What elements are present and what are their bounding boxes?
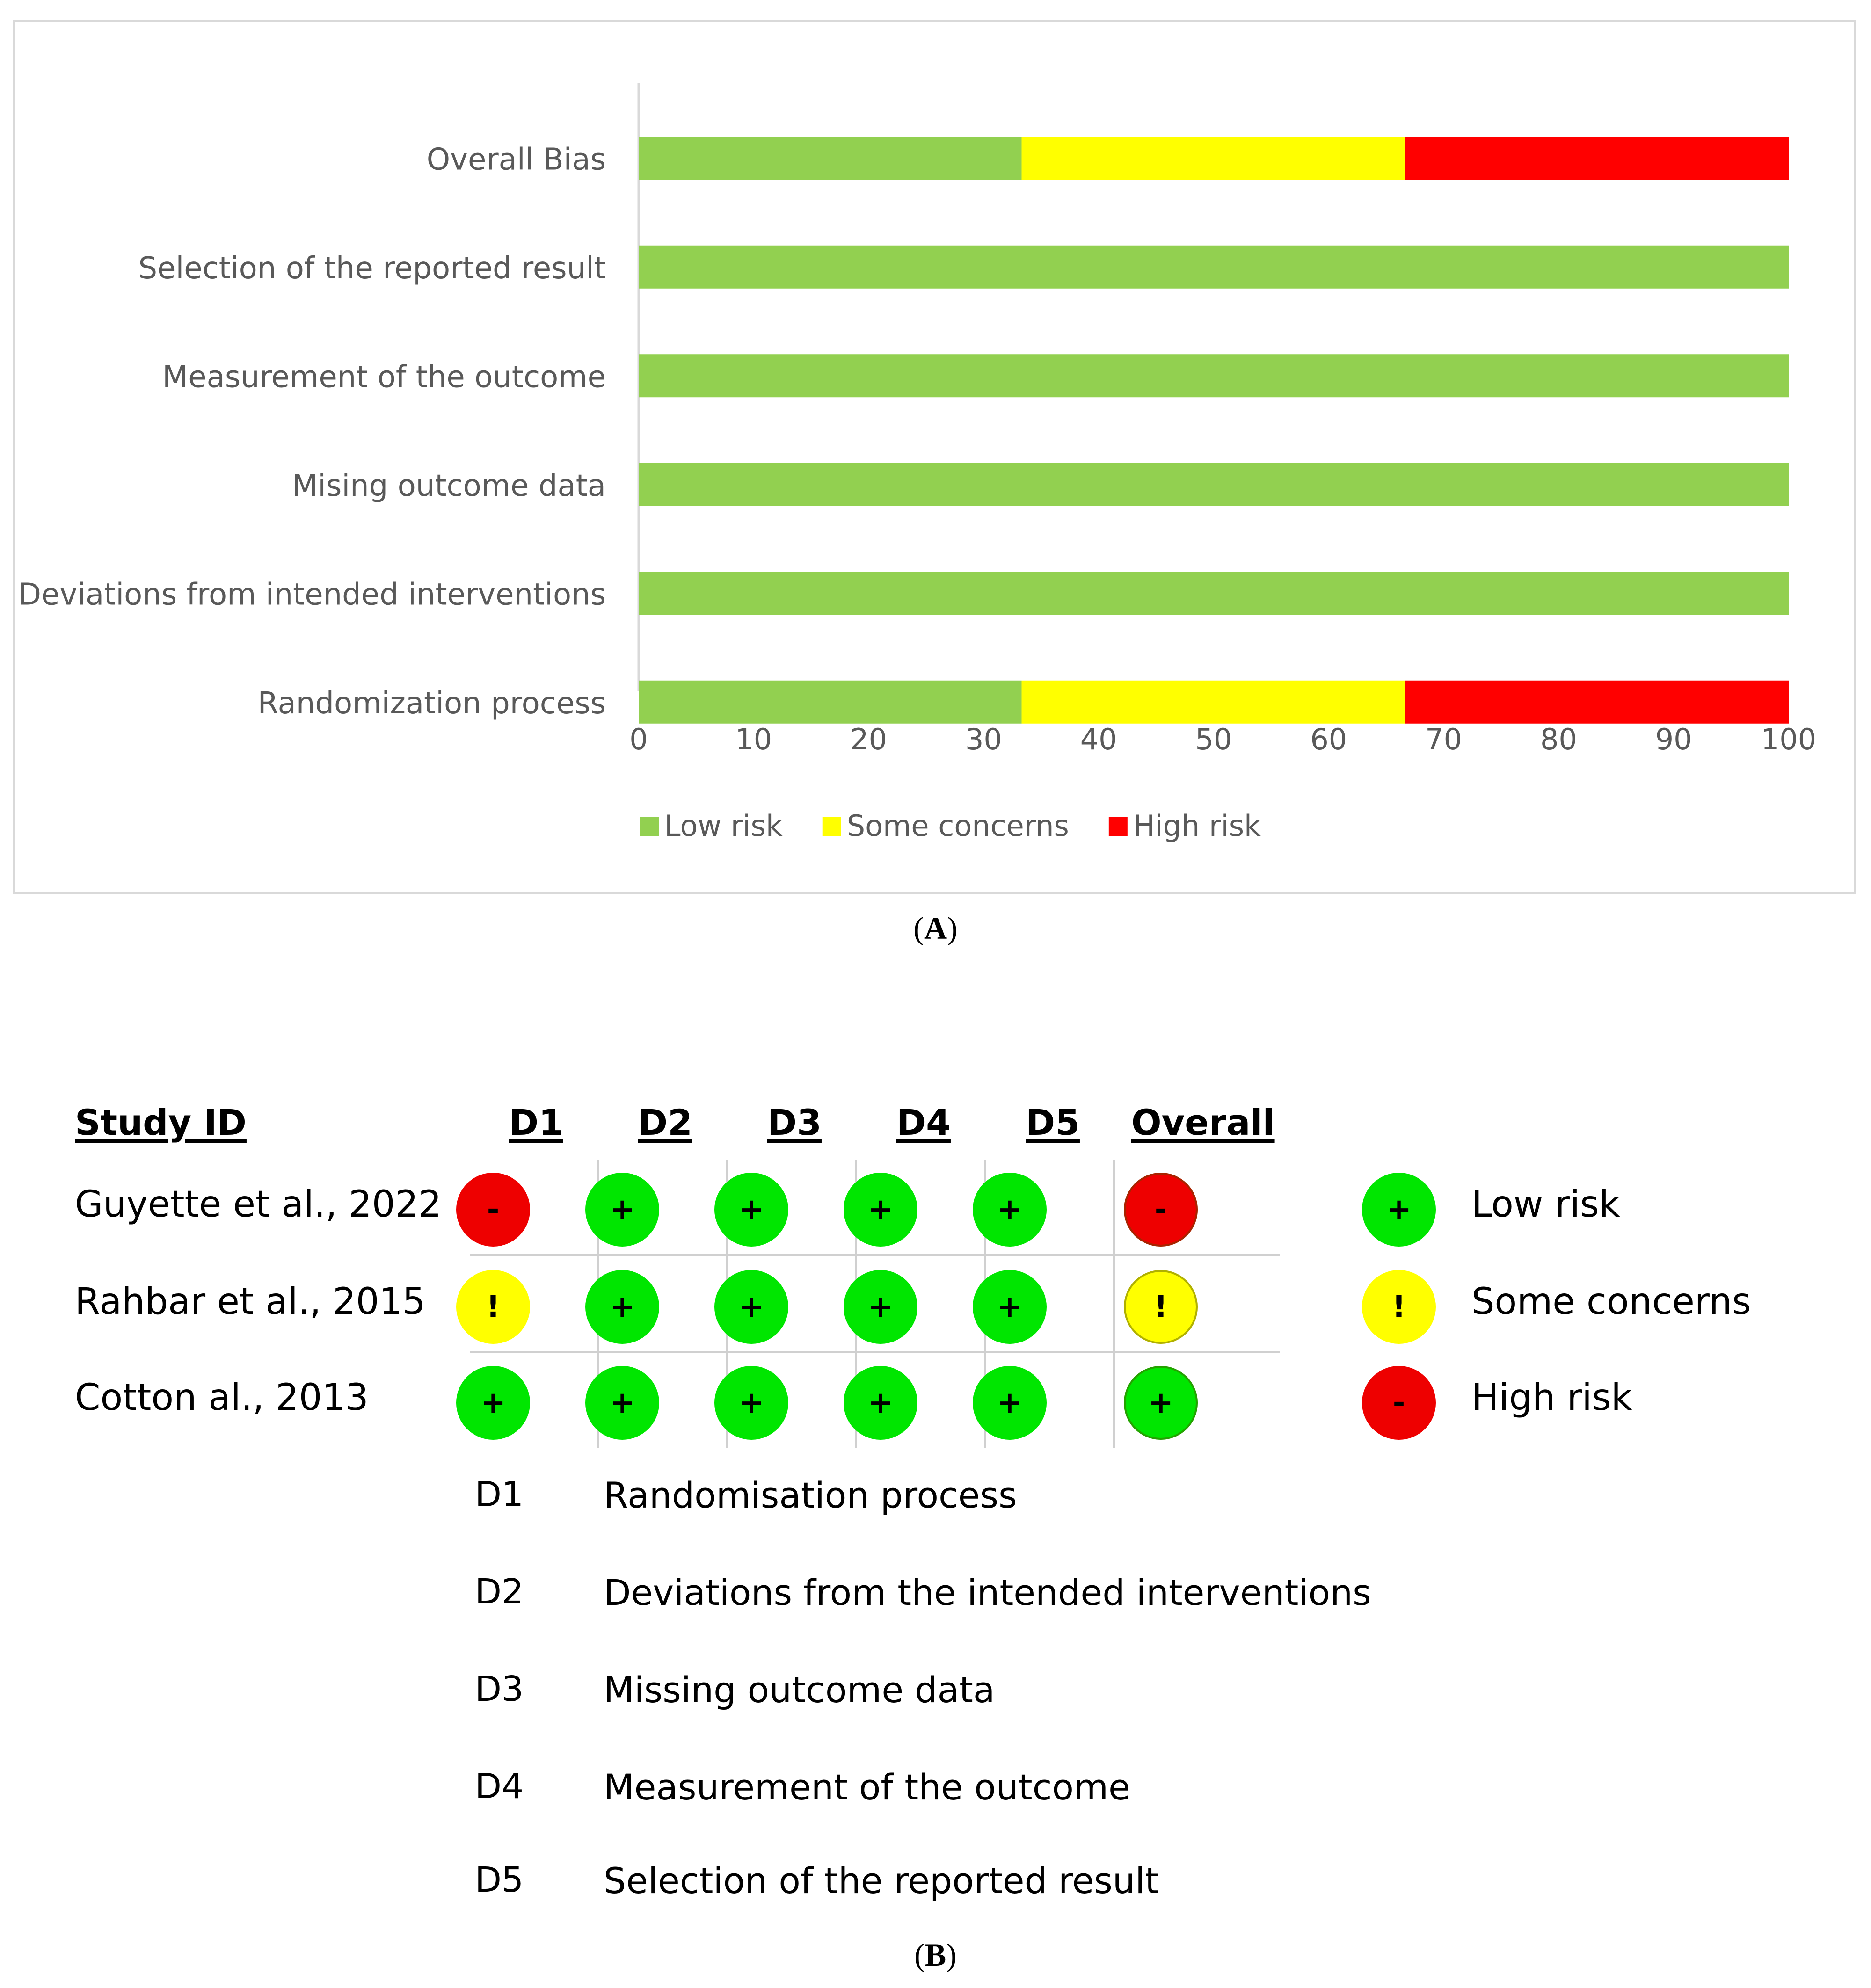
x-tick-label: 90 [1655,722,1692,756]
legend-swatch [1109,817,1128,836]
bias-summary-chart [13,20,1856,894]
panel-b-label: (B) [914,1937,957,1973]
study-row-label: Cotton al., 2013 [75,1377,369,1419]
traffic-light-plot [0,1076,1871,1918]
category-label: Measurement of the outcome [162,360,606,395]
bar-segment [1022,681,1405,724]
panel-a-label: (A) [913,910,958,946]
rating-dot: ! [456,1270,530,1344]
domain-code: D4 [475,1766,524,1807]
legend-label: High risk [1133,809,1261,843]
domain-code: D5 [475,1860,524,1900]
legend-label: Low risk [664,809,783,843]
grid-line [470,1351,1280,1353]
x-tick-label: 30 [965,722,1002,756]
domain-description: Missing outcome data [604,1669,995,1711]
rating-dot: + [844,1270,917,1344]
rating-dot: + [973,1366,1047,1440]
x-tick-label: 100 [1761,722,1817,756]
x-tick-label: 80 [1540,722,1577,756]
bar-segment [1022,137,1405,180]
bias-summary-plot [15,22,1854,892]
domain-description: Deviations from the intended interventions [604,1572,1371,1613]
bar-segment [1405,681,1789,724]
bar-segment [639,354,1789,397]
x-tick-label: 10 [735,722,772,756]
bar-segment [1405,137,1789,180]
legend-some-concerns-label: Some concerns [1471,1281,1751,1323]
rating-dot: + [585,1173,659,1247]
legend-swatch [640,817,659,836]
rating-dot: + [973,1270,1047,1344]
rating-dot: + [585,1366,659,1440]
bar-segment [639,246,1789,289]
rating-dot: - [1124,1173,1198,1247]
bar-segment [639,572,1789,615]
x-tick-label: 60 [1310,722,1347,756]
rating-dot: + [585,1270,659,1344]
domain-code: D3 [475,1669,524,1709]
legend-low-risk-label: Low risk [1471,1183,1620,1226]
category-label: Overall Bias [426,142,606,177]
bar-segment [639,463,1789,506]
study-row-label: Rahbar et al., 2015 [75,1281,426,1323]
domain-description: Measurement of the outcome [604,1766,1130,1808]
column-header-overall: Overall [1131,1102,1275,1143]
x-tick-label: 20 [850,722,888,756]
legend-low-risk-dot: + [1362,1173,1436,1247]
column-header-d2: D2 [638,1102,692,1143]
column-header-d3: D3 [767,1102,822,1143]
rating-dot: + [714,1366,788,1440]
rating-dot: + [844,1173,917,1247]
domain-code: D1 [475,1474,524,1515]
rating-dot: + [456,1366,530,1440]
legend-some-concerns-dot: ! [1362,1270,1436,1344]
domain-description: Selection of the reported result [604,1860,1159,1901]
legend-high-risk-label: High risk [1471,1377,1632,1419]
x-tick-label: 0 [629,722,648,756]
rating-dot: ! [1124,1270,1198,1344]
legend-label: Some concerns [846,809,1069,843]
rating-dot: + [714,1173,788,1247]
bar-segment [639,137,1022,180]
rating-dot: + [1124,1366,1198,1440]
legend-high-risk-dot: - [1362,1366,1436,1440]
x-tick-label: 70 [1425,722,1463,756]
rating-dot: + [714,1270,788,1344]
grid-line [470,1254,1280,1256]
domain-description: Randomisation process [604,1474,1017,1516]
rating-dot: + [844,1366,917,1440]
study-row-label: Guyette et al., 2022 [75,1183,442,1226]
category-label: Selection of the reported result [138,251,606,286]
x-tick-label: 50 [1195,722,1232,756]
study-id-header: Study ID [75,1102,247,1143]
column-header-d4: D4 [896,1102,951,1143]
domain-code: D2 [475,1572,524,1612]
bar-segment [639,681,1022,724]
grid-line [1113,1160,1115,1448]
category-label: Deviations from intended interventions [18,577,606,612]
category-label: Mising outcome data [291,468,606,503]
column-header-d5: D5 [1026,1102,1080,1143]
rating-dot: - [456,1173,530,1247]
category-label: Randomization process [257,686,606,721]
legend-swatch [823,817,841,836]
column-header-d1: D1 [509,1102,563,1143]
x-tick-label: 40 [1080,722,1117,756]
rating-dot: + [973,1173,1047,1247]
